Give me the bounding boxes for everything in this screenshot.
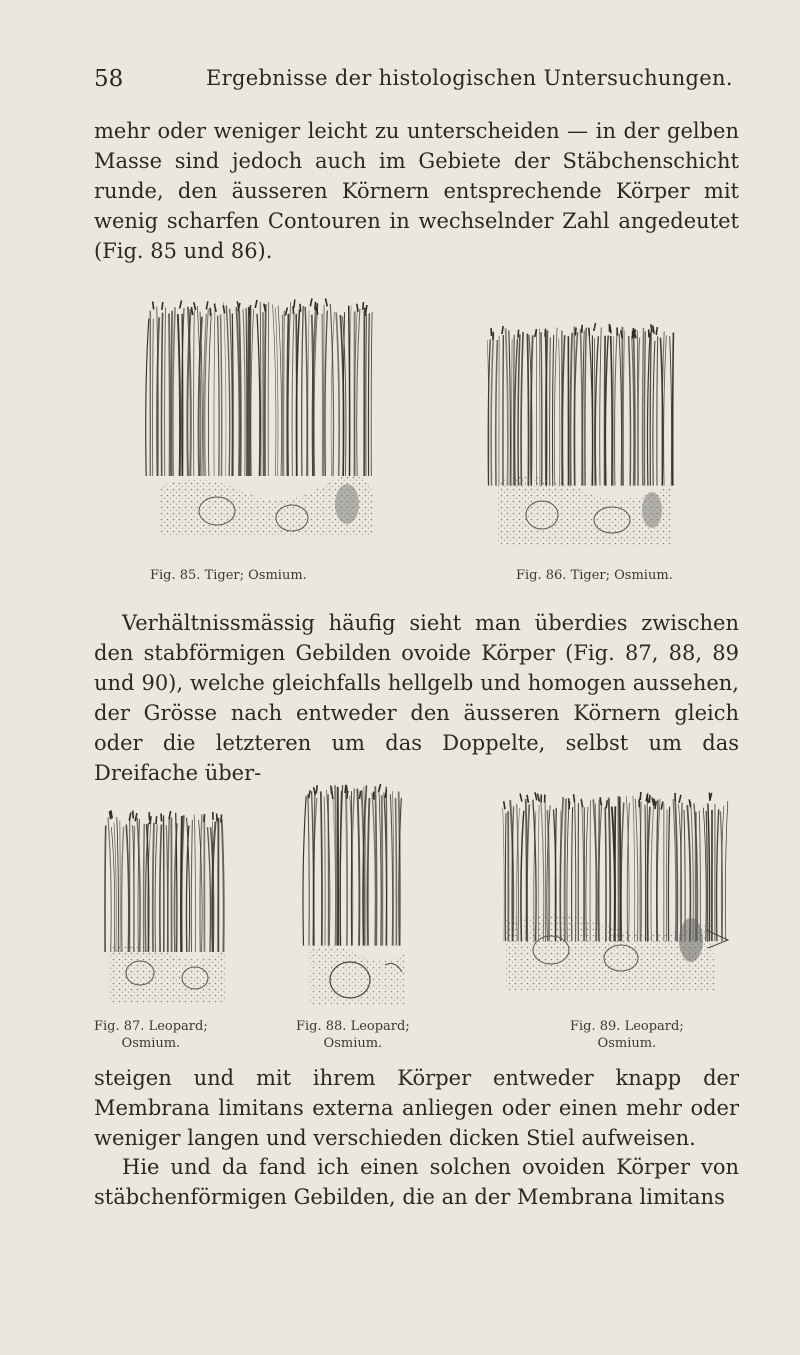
figure-89-caption-line2: Osmium. — [597, 1036, 657, 1051]
figure-88-caption-line1: Fig. 88. Leopard; — [296, 1019, 410, 1034]
paragraph-1: mehr oder weniger leicht zu unterscheiden — in der gelben Masse sind jedoch auch im Gebiete der Stäbchenschicht runde, den äusseren Körnern entsprechende Körper mit wenig scharfen Contouren in wechselnder Zahl angedeutet (Fig. 85 und 86). — [94, 119, 739, 263]
figure-87-caption-line1: Fig. 87. Leopard; — [94, 1019, 208, 1034]
figure-86-caption: Fig. 86. Tiger; Osmium. — [516, 568, 673, 583]
figure-89 — [496, 790, 736, 1000]
paragraph-2: Verhältnissmässig häufig sieht man überdies zwischen den stabförmigen Gebilden ovoide Körper (Fig. 87, 88, 89 und 90), welche gleichfalls hellgelb und homogen aussehen, der Grösse nach entweder den äusseren Körnern gleich oder die letzteren um das Doppelte, selbst um das Dreifache über- — [94, 611, 739, 785]
figure-89-caption — [570, 1018, 684, 1052]
figure-87 — [100, 808, 230, 1008]
figure-87-caption-line2: Osmium. — [121, 1036, 181, 1051]
figure-89-caption-line1: Fig. 89. Leopard; — [570, 1019, 684, 1034]
figure-88-caption — [296, 1018, 410, 1052]
figure-85-illustration — [142, 296, 382, 546]
figure-85-caption: Fig. 85. Tiger; Osmium. — [150, 568, 307, 583]
figure-85 — [142, 296, 382, 546]
figure-88-illustration — [300, 780, 410, 1010]
paragraph-4: Hie und da fand ich einen solchen ovoiden Körper von stäbchenförmigen Gebilden, die an der Membrana limitans — [94, 1155, 739, 1209]
page-header — [94, 66, 734, 96]
figure-86 — [482, 320, 682, 550]
figure-88-caption-line2: Osmium. — [323, 1036, 383, 1051]
figure-87-illustration — [100, 808, 230, 1008]
figure-89-illustration — [496, 790, 736, 1000]
figure-87-caption — [94, 1018, 208, 1052]
figure-88 — [300, 780, 410, 1010]
page-number: 58 — [94, 66, 124, 92]
running-title: Ergebnisse der histologischen Untersuchungen. — [206, 66, 733, 90]
paragraph-3: steigen und mit ihrem Körper entweder knapp der Membrana limitans externa anliegen oder einen mehr oder weniger langen und verschieden dicken Stiel aufweisen. — [94, 1066, 739, 1150]
figure-86-illustration — [482, 320, 682, 550]
